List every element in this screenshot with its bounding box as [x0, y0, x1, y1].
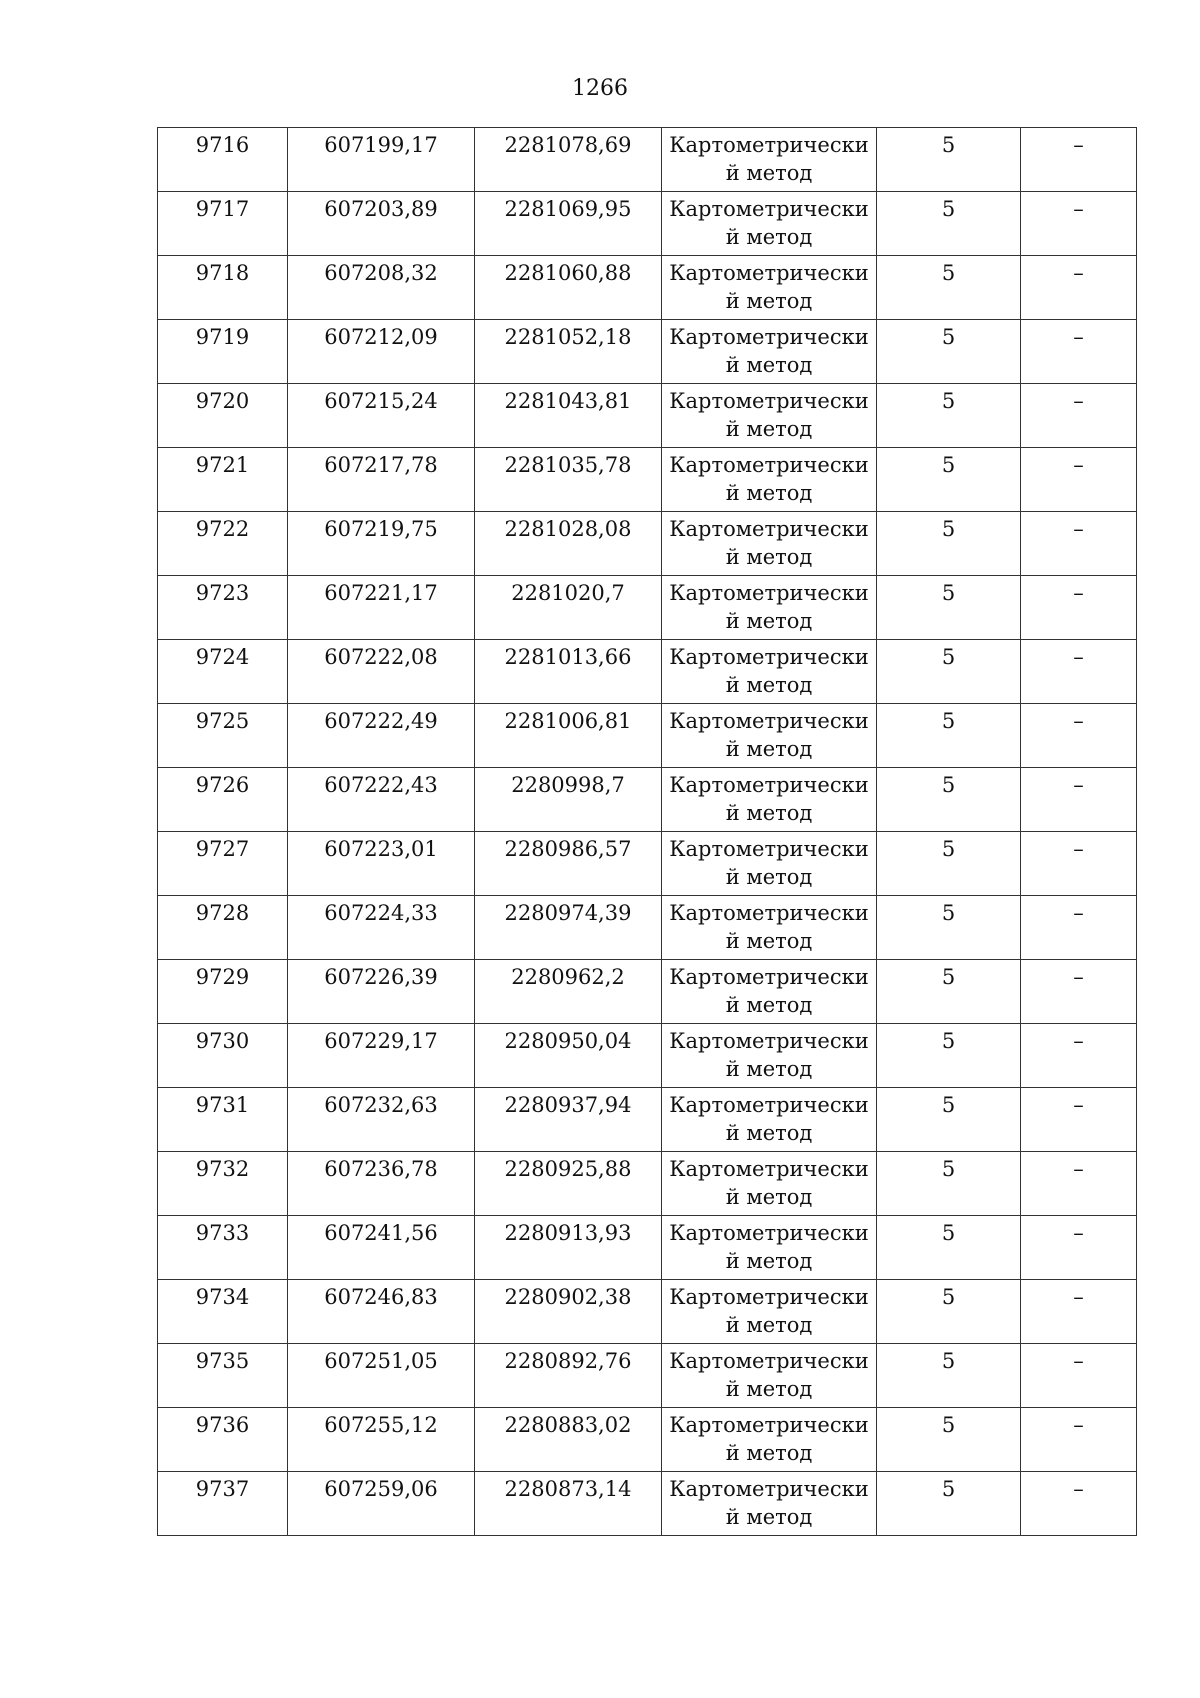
method-cell-text: Картометрически й метод — [669, 197, 869, 249]
accuracy-cell — [877, 832, 1021, 896]
y-coordinate-cell-text: 2280962,2 — [511, 965, 625, 989]
method-cell-text: Картометрически й метод — [669, 1029, 869, 1081]
table-row — [158, 384, 1137, 448]
table-row — [158, 704, 1137, 768]
x-coordinate-cell-text: 607212,09 — [324, 325, 438, 349]
note-cell — [1021, 1344, 1137, 1408]
note-cell-text: – — [1073, 965, 1084, 989]
point-number-cell — [158, 448, 288, 512]
point-number-cell — [158, 1088, 288, 1152]
note-cell-text: – — [1073, 325, 1084, 349]
method-cell — [662, 704, 877, 768]
point-number-cell-text: 9736 — [195, 1413, 250, 1437]
x-coordinate-cell — [288, 1280, 475, 1344]
x-coordinate-cell-text: 607232,63 — [324, 1093, 438, 1117]
note-cell — [1021, 640, 1137, 704]
accuracy-cell — [877, 1088, 1021, 1152]
accuracy-cell — [877, 448, 1021, 512]
y-coordinate-cell — [475, 576, 662, 640]
accuracy-cell — [877, 1344, 1021, 1408]
y-coordinate-cell — [475, 640, 662, 704]
x-coordinate-cell-text: 607241,56 — [324, 1221, 438, 1245]
note-cell-text: – — [1073, 517, 1084, 541]
point-number-cell-text: 9727 — [195, 837, 250, 861]
table-row — [158, 768, 1137, 832]
accuracy-cell — [877, 896, 1021, 960]
point-number-cell — [158, 1152, 288, 1216]
x-coordinate-cell-text: 607259,06 — [324, 1477, 438, 1501]
method-cell — [662, 512, 877, 576]
x-coordinate-cell — [288, 256, 475, 320]
accuracy-cell-text: 5 — [941, 453, 956, 477]
method-cell — [662, 1472, 877, 1536]
x-coordinate-cell — [288, 1152, 475, 1216]
y-coordinate-cell-text: 2280892,76 — [504, 1349, 632, 1373]
table-row — [158, 1344, 1137, 1408]
method-cell-text: Картометрически й метод — [669, 325, 869, 377]
y-coordinate-cell-text: 2280937,94 — [504, 1093, 632, 1117]
x-coordinate-cell-text: 607203,89 — [324, 197, 438, 221]
accuracy-cell-text: 5 — [941, 133, 956, 157]
table-row — [158, 1472, 1137, 1536]
x-coordinate-cell — [288, 896, 475, 960]
accuracy-cell — [877, 1472, 1021, 1536]
note-cell-text: – — [1073, 197, 1084, 221]
point-number-cell — [158, 1024, 288, 1088]
accuracy-cell — [877, 640, 1021, 704]
accuracy-cell-text: 5 — [941, 1221, 956, 1245]
y-coordinate-cell — [475, 320, 662, 384]
y-coordinate-cell-text: 2281013,66 — [504, 645, 632, 669]
x-coordinate-cell — [288, 960, 475, 1024]
point-number-cell-text: 9716 — [195, 133, 250, 157]
point-number-cell-text: 9717 — [195, 197, 250, 221]
point-number-cell — [158, 1344, 288, 1408]
point-number-cell — [158, 704, 288, 768]
accuracy-cell-text: 5 — [941, 837, 956, 861]
note-cell — [1021, 768, 1137, 832]
method-cell-text: Картометрически й метод — [669, 1093, 869, 1145]
x-coordinate-cell — [288, 448, 475, 512]
table-row — [158, 896, 1137, 960]
note-cell-text: – — [1073, 133, 1084, 157]
point-number-cell-text: 9726 — [195, 773, 250, 797]
x-coordinate-cell-text: 607222,49 — [324, 709, 438, 733]
method-cell — [662, 192, 877, 256]
x-coordinate-cell-text: 607208,32 — [324, 261, 438, 285]
x-coordinate-cell — [288, 768, 475, 832]
method-cell-text: Картометрически й метод — [669, 133, 869, 185]
method-cell-text: Картометрически й метод — [669, 645, 869, 697]
table-row — [158, 1024, 1137, 1088]
method-cell-text: Картометрически й метод — [669, 581, 869, 633]
point-number-cell-text: 9719 — [195, 325, 250, 349]
table-row — [158, 832, 1137, 896]
method-cell — [662, 640, 877, 704]
method-cell-text: Картометрически й метод — [669, 709, 869, 761]
x-coordinate-cell — [288, 128, 475, 192]
x-coordinate-cell-text: 607251,05 — [324, 1349, 438, 1373]
x-coordinate-cell-text: 607221,17 — [324, 581, 438, 605]
table-row — [158, 320, 1137, 384]
note-cell-text: – — [1073, 389, 1084, 413]
coordinates-table — [157, 127, 1137, 1536]
y-coordinate-cell — [475, 1344, 662, 1408]
accuracy-cell — [877, 512, 1021, 576]
accuracy-cell — [877, 256, 1021, 320]
y-coordinate-cell — [475, 1024, 662, 1088]
table-row — [158, 1216, 1137, 1280]
x-coordinate-cell-text: 607219,75 — [324, 517, 438, 541]
accuracy-cell-text: 5 — [941, 773, 956, 797]
method-cell — [662, 768, 877, 832]
point-number-cell — [158, 256, 288, 320]
table-row — [158, 576, 1137, 640]
y-coordinate-cell-text: 2280925,88 — [504, 1157, 632, 1181]
point-number-cell — [158, 576, 288, 640]
note-cell-text: – — [1073, 1349, 1084, 1373]
accuracy-cell-text: 5 — [941, 1349, 956, 1373]
point-number-cell-text: 9722 — [195, 517, 250, 541]
point-number-cell-text: 9734 — [195, 1285, 250, 1309]
note-cell — [1021, 512, 1137, 576]
table-row — [158, 1088, 1137, 1152]
method-cell — [662, 320, 877, 384]
note-cell — [1021, 256, 1137, 320]
table-row — [158, 192, 1137, 256]
accuracy-cell-text: 5 — [941, 1157, 956, 1181]
y-coordinate-cell-text: 2280883,02 — [504, 1413, 632, 1437]
method-cell — [662, 256, 877, 320]
accuracy-cell — [877, 320, 1021, 384]
y-coordinate-cell-text: 2281069,95 — [504, 197, 632, 221]
accuracy-cell-text: 5 — [941, 1029, 956, 1053]
y-coordinate-cell-text: 2281035,78 — [504, 453, 632, 477]
accuracy-cell-text: 5 — [941, 1477, 956, 1501]
y-coordinate-cell — [475, 704, 662, 768]
method-cell — [662, 1152, 877, 1216]
y-coordinate-cell-text: 2281052,18 — [504, 325, 632, 349]
x-coordinate-cell — [288, 576, 475, 640]
method-cell — [662, 896, 877, 960]
accuracy-cell-text: 5 — [941, 517, 956, 541]
note-cell — [1021, 1472, 1137, 1536]
table-row — [158, 128, 1137, 192]
x-coordinate-cell-text: 607223,01 — [324, 837, 438, 861]
y-coordinate-cell — [475, 128, 662, 192]
y-coordinate-cell-text: 2281020,7 — [511, 581, 625, 605]
point-number-cell-text: 9720 — [195, 389, 250, 413]
method-cell — [662, 1024, 877, 1088]
x-coordinate-cell-text: 607226,39 — [324, 965, 438, 989]
y-coordinate-cell — [475, 1152, 662, 1216]
accuracy-cell — [877, 1408, 1021, 1472]
x-coordinate-cell — [288, 704, 475, 768]
accuracy-cell-text: 5 — [941, 1413, 956, 1437]
accuracy-cell-text: 5 — [941, 581, 956, 605]
y-coordinate-cell-text: 2280998,7 — [511, 773, 625, 797]
y-coordinate-cell — [475, 448, 662, 512]
y-coordinate-cell — [475, 1408, 662, 1472]
point-number-cell-text: 9732 — [195, 1157, 250, 1181]
x-coordinate-cell — [288, 384, 475, 448]
point-number-cell — [158, 1472, 288, 1536]
point-number-cell-text: 9723 — [195, 581, 250, 605]
coordinates-table-body — [158, 128, 1137, 1536]
y-coordinate-cell — [475, 1088, 662, 1152]
method-cell-text: Картометрически й метод — [669, 1221, 869, 1273]
note-cell-text: – — [1073, 837, 1084, 861]
table-row — [158, 256, 1137, 320]
y-coordinate-cell — [475, 1280, 662, 1344]
y-coordinate-cell — [475, 192, 662, 256]
x-coordinate-cell — [288, 1216, 475, 1280]
x-coordinate-cell-text: 607217,78 — [324, 453, 438, 477]
point-number-cell — [158, 320, 288, 384]
table-row — [158, 512, 1137, 576]
x-coordinate-cell — [288, 1344, 475, 1408]
method-cell — [662, 1344, 877, 1408]
y-coordinate-cell-text: 2281078,69 — [504, 133, 632, 157]
y-coordinate-cell-text: 2280902,38 — [504, 1285, 632, 1309]
table-row — [158, 960, 1137, 1024]
x-coordinate-cell-text: 607222,43 — [324, 773, 438, 797]
accuracy-cell — [877, 1024, 1021, 1088]
note-cell — [1021, 448, 1137, 512]
point-number-cell — [158, 512, 288, 576]
accuracy-cell-text: 5 — [941, 389, 956, 413]
note-cell-text: – — [1073, 1221, 1084, 1245]
table-row — [158, 1408, 1137, 1472]
table-row — [158, 1280, 1137, 1344]
method-cell-text: Картометрически й метод — [669, 773, 869, 825]
table-row — [158, 1152, 1137, 1216]
accuracy-cell — [877, 704, 1021, 768]
point-number-cell — [158, 128, 288, 192]
note-cell — [1021, 1280, 1137, 1344]
table-row — [158, 448, 1137, 512]
x-coordinate-cell-text: 607222,08 — [324, 645, 438, 669]
note-cell — [1021, 576, 1137, 640]
point-number-cell-text: 9731 — [195, 1093, 250, 1117]
accuracy-cell-text: 5 — [941, 1093, 956, 1117]
y-coordinate-cell-text: 2280913,93 — [504, 1221, 632, 1245]
x-coordinate-cell-text: 607246,83 — [324, 1285, 438, 1309]
note-cell-text: – — [1073, 581, 1084, 605]
note-cell-text: – — [1073, 901, 1084, 925]
method-cell — [662, 128, 877, 192]
note-cell — [1021, 1408, 1137, 1472]
point-number-cell — [158, 832, 288, 896]
x-coordinate-cell — [288, 320, 475, 384]
y-coordinate-cell — [475, 256, 662, 320]
note-cell — [1021, 704, 1137, 768]
accuracy-cell-text: 5 — [941, 261, 956, 285]
x-coordinate-cell-text: 607229,17 — [324, 1029, 438, 1053]
accuracy-cell — [877, 1280, 1021, 1344]
y-coordinate-cell — [475, 896, 662, 960]
x-coordinate-cell — [288, 1024, 475, 1088]
note-cell-text: – — [1073, 261, 1084, 285]
point-number-cell-text: 9737 — [195, 1477, 250, 1501]
accuracy-cell — [877, 960, 1021, 1024]
accuracy-cell-text: 5 — [941, 325, 956, 349]
accuracy-cell — [877, 1152, 1021, 1216]
method-cell — [662, 960, 877, 1024]
y-coordinate-cell — [475, 512, 662, 576]
accuracy-cell — [877, 384, 1021, 448]
note-cell-text: – — [1073, 1477, 1084, 1501]
accuracy-cell-text: 5 — [941, 709, 956, 733]
note-cell-text: – — [1073, 773, 1084, 797]
point-number-cell — [158, 768, 288, 832]
method-cell-text: Картометрически й метод — [669, 965, 869, 1017]
y-coordinate-cell — [475, 1472, 662, 1536]
point-number-cell-text: 9730 — [195, 1029, 250, 1053]
accuracy-cell-text: 5 — [941, 197, 956, 221]
point-number-cell — [158, 384, 288, 448]
point-number-cell-text: 9718 — [195, 261, 250, 285]
accuracy-cell — [877, 1216, 1021, 1280]
x-coordinate-cell — [288, 1408, 475, 1472]
y-coordinate-cell — [475, 1216, 662, 1280]
note-cell-text: – — [1073, 1285, 1084, 1309]
y-coordinate-cell — [475, 832, 662, 896]
accuracy-cell — [877, 768, 1021, 832]
method-cell-text: Картометрически й метод — [669, 1349, 869, 1401]
note-cell-text: – — [1073, 709, 1084, 733]
accuracy-cell-text: 5 — [941, 901, 956, 925]
point-number-cell — [158, 1408, 288, 1472]
method-cell — [662, 448, 877, 512]
y-coordinate-cell-text: 2280950,04 — [504, 1029, 632, 1053]
method-cell-text: Картометрически й метод — [669, 1477, 869, 1529]
accuracy-cell-text: 5 — [941, 1285, 956, 1309]
note-cell-text: – — [1073, 453, 1084, 477]
x-coordinate-cell — [288, 1472, 475, 1536]
note-cell — [1021, 1088, 1137, 1152]
note-cell — [1021, 896, 1137, 960]
y-coordinate-cell-text: 2281006,81 — [504, 709, 632, 733]
accuracy-cell — [877, 576, 1021, 640]
point-number-cell — [158, 960, 288, 1024]
point-number-cell — [158, 1216, 288, 1280]
note-cell — [1021, 1216, 1137, 1280]
point-number-cell — [158, 896, 288, 960]
note-cell — [1021, 960, 1137, 1024]
note-cell-text: – — [1073, 645, 1084, 669]
point-number-cell-text: 9721 — [195, 453, 250, 477]
point-number-cell-text: 9729 — [195, 965, 250, 989]
point-number-cell-text: 9725 — [195, 709, 250, 733]
note-cell — [1021, 1152, 1137, 1216]
point-number-cell — [158, 1280, 288, 1344]
method-cell-text: Картометрически й метод — [669, 901, 869, 953]
point-number-cell — [158, 192, 288, 256]
note-cell — [1021, 384, 1137, 448]
point-number-cell-text: 9735 — [195, 1349, 250, 1373]
x-coordinate-cell — [288, 640, 475, 704]
y-coordinate-cell-text: 2281043,81 — [504, 389, 632, 413]
method-cell — [662, 576, 877, 640]
x-coordinate-cell-text: 607255,12 — [324, 1413, 438, 1437]
x-coordinate-cell-text: 607224,33 — [324, 901, 438, 925]
accuracy-cell — [877, 128, 1021, 192]
y-coordinate-cell-text: 2281060,88 — [504, 261, 632, 285]
note-cell — [1021, 192, 1137, 256]
accuracy-cell — [877, 192, 1021, 256]
note-cell-text: – — [1073, 1413, 1084, 1437]
y-coordinate-cell — [475, 768, 662, 832]
note-cell — [1021, 320, 1137, 384]
note-cell-text: – — [1073, 1157, 1084, 1181]
x-coordinate-cell-text: 607199,17 — [324, 133, 438, 157]
y-coordinate-cell-text: 2281028,08 — [504, 517, 632, 541]
method-cell — [662, 1088, 877, 1152]
point-number-cell-text: 9724 — [195, 645, 250, 669]
x-coordinate-cell-text: 607215,24 — [324, 389, 438, 413]
method-cell — [662, 1280, 877, 1344]
note-cell — [1021, 1024, 1137, 1088]
method-cell-text: Картометрически й метод — [669, 1413, 869, 1465]
y-coordinate-cell-text: 2280986,57 — [504, 837, 632, 861]
x-coordinate-cell — [288, 192, 475, 256]
method-cell-text: Картометрически й метод — [669, 517, 869, 569]
method-cell — [662, 1216, 877, 1280]
x-coordinate-cell-text: 607236,78 — [324, 1157, 438, 1181]
y-coordinate-cell — [475, 960, 662, 1024]
note-cell — [1021, 832, 1137, 896]
method-cell-text: Картометрически й метод — [669, 261, 869, 313]
point-number-cell — [158, 640, 288, 704]
method-cell — [662, 1408, 877, 1472]
x-coordinate-cell — [288, 512, 475, 576]
accuracy-cell-text: 5 — [941, 645, 956, 669]
table-row — [158, 640, 1137, 704]
method-cell — [662, 832, 877, 896]
point-number-cell-text: 9733 — [195, 1221, 250, 1245]
note-cell-text: – — [1073, 1093, 1084, 1117]
y-coordinate-cell-text: 2280873,14 — [504, 1477, 632, 1501]
y-coordinate-cell-text: 2280974,39 — [504, 901, 632, 925]
page-number: 1266 — [572, 76, 628, 101]
x-coordinate-cell — [288, 1088, 475, 1152]
method-cell-text: Картометрически й метод — [669, 1285, 869, 1337]
point-number-cell-text: 9728 — [195, 901, 250, 925]
note-cell-text: – — [1073, 1029, 1084, 1053]
x-coordinate-cell — [288, 832, 475, 896]
method-cell-text: Картометрически й метод — [669, 1157, 869, 1209]
note-cell — [1021, 128, 1137, 192]
method-cell-text: Картометрически й метод — [669, 389, 869, 441]
y-coordinate-cell — [475, 384, 662, 448]
accuracy-cell-text: 5 — [941, 965, 956, 989]
method-cell-text: Картометрически й метод — [669, 453, 869, 505]
method-cell-text: Картометрически й метод — [669, 837, 869, 889]
method-cell — [662, 384, 877, 448]
